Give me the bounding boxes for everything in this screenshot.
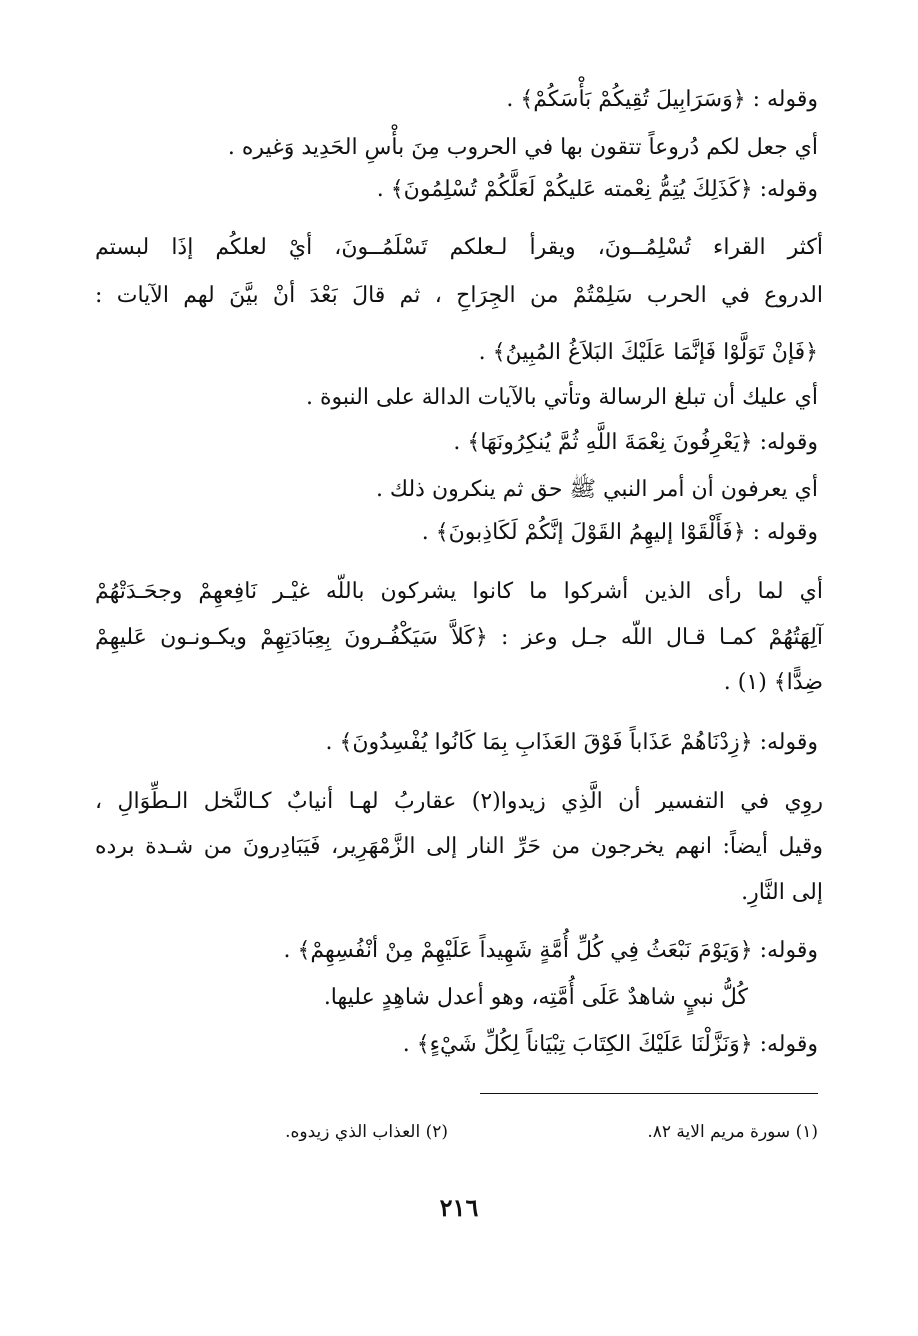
text-line: ﴿فَإنْ تَوَلَّوْا فَإنَّمَا عَلَيْكَ البَلاَغُ المُبِينُ﴾ . [478, 340, 818, 365]
text-line: وقوله : ﴿فَأَلْقَوْا إليهِمُ القَوْلَ إنَّكُمْ لَكَاذِبونَ﴾ . [421, 520, 818, 545]
text-line: وقوله: ﴿وَيَوْمَ نَبْعَثُ فِي كُلِّ أُمَّةٍ شَهِيداً عَلَيْهِمْ مِنْ أنْفُسِهِمْ﴾ . [283, 938, 818, 963]
page-number: ٢١٦ [439, 1193, 479, 1222]
text-line: وقوله : ﴿وَسَرَابِيلَ تُقِيكُمْ بَأْسَكُمْ﴾ . [506, 87, 818, 112]
text-line: أي جعل لكم دُروعاً تتقون بها في الحروب مِنَ بأْسِ الحَدِيد وَغيره . [227, 135, 818, 160]
text-line: وقيل أيضاً: انهم يخرجون من حَرِّ النار إلى الزَّمْهَرِير، فَيَبَادِرونَ من شـدة برده [95, 834, 823, 859]
text-line: وقوله: ﴿كَذَلِكَ يُتِمُّ نِعْمته عَليكُمْ لَعَلَّكُمْ تُسْلِمُونَ﴾ . [376, 177, 818, 202]
text-line: إلى النَّارِ. [741, 880, 823, 905]
text-line: أي لما رأى الذين أشركوا ما كانوا يشركون باللّه غيْـر نَافِعهِمْ وجحَـدَتْهُمْ [95, 579, 823, 604]
text-line: ضِدًّا﴾ (١) . [723, 670, 823, 695]
text-line: روِي في التفسير أن الَّذِي زيدوا(٢) عقاربُ لهـا أنيابٌ كـالنَّخل الـطِّوَالِ ، [95, 789, 823, 814]
text-line: وقوله: ﴿يَعْرِفُونَ نِعْمَةَ اللَّهِ ثُمَّ يُنكِرُونَهَا﴾ . [453, 430, 818, 455]
text-line: كُلُّ نبيٍ شاهدٌ عَلَى أُمَّتِه، وهو أعدل شاهِدٍ عليها. [323, 985, 748, 1010]
text-line: أي عليك أن تبلغ الرسالة وتأتي بالآيات الدالة على النبوة . [306, 385, 818, 410]
footnote-rule [480, 1093, 818, 1094]
footnote-2: (٢) العذاب الذي زيدوه. [285, 1122, 448, 1142]
footnote-1: (١) سورة مريم الاية ٨٢. [647, 1122, 818, 1142]
text-line: وقوله: ﴿زِدْنَاهُمْ عَذَاباً فَوْقَ العَذَابِ بِمَا كَانُوا يُفْسِدُونَ﴾ . [325, 730, 818, 755]
text-line: وقوله: ﴿وَنَزَّلْنَا عَلَيْكَ الكِتَابَ تِبْيَاناً لِكُلِّ شَيْءٍ﴾ . [402, 1032, 818, 1057]
text-line: آلِهَتُهُمْ كمـا قـال اللّه جـل وعز : ﴿كَلاَّ سَيَكْفُـرونَ بِعِبَادَتِهِمْ ويكـونـون عَليهِمْ [95, 625, 823, 650]
text-line: الدروع في الحرب سَلِمْتُمْ من الجِرَاحِ ، ثم قالَ بَعْدَ أنْ بيَّنَ لهم الآيات : [95, 283, 823, 308]
text-line: أكثر القراء تُسْلِمُــونَ، ويقرأ لـعلكم تَسْلَمُــونَ، أيْ لعلكُم إذَا لبستم [95, 235, 823, 260]
text-line: أي يعرفون أن أمر النبي ﷺ حق ثم ينكرون ذلك . [375, 477, 818, 502]
